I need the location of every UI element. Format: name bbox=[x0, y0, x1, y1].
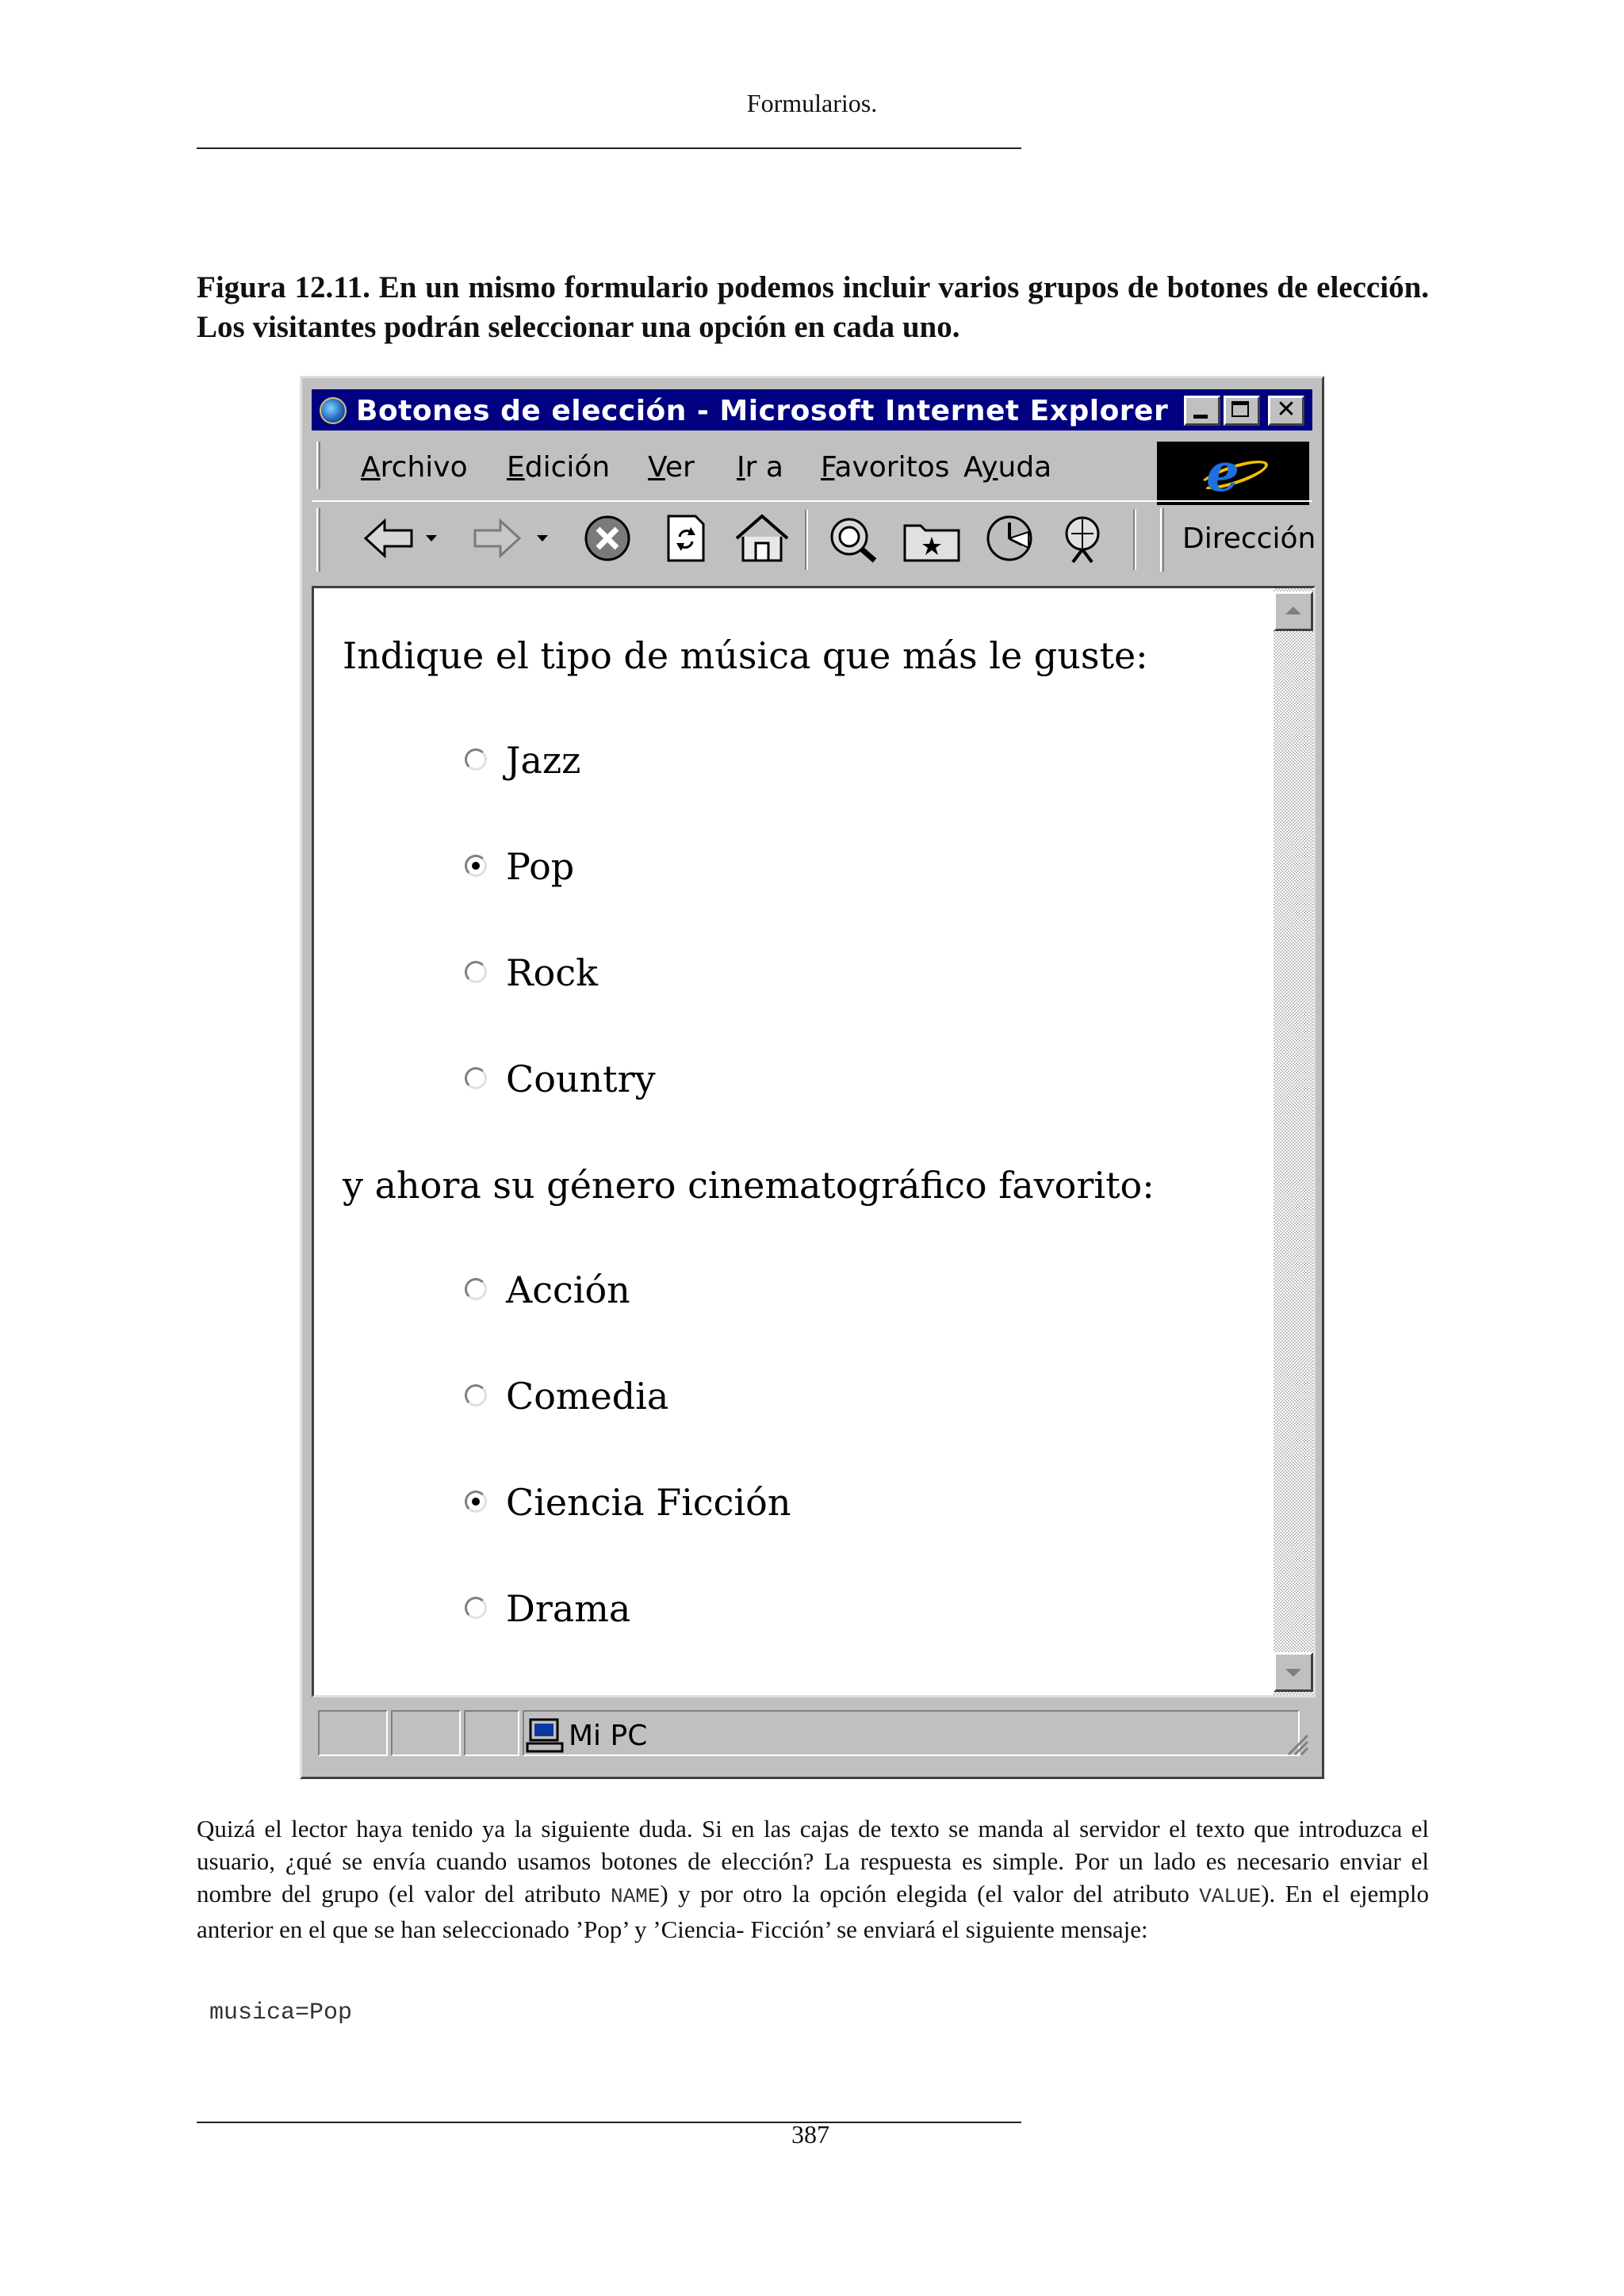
refresh-icon[interactable] bbox=[657, 513, 713, 564]
window-title: Botones de elección - Microsoft Internet Explorer bbox=[356, 395, 1169, 427]
menu-archivo[interactable]: Archivo bbox=[361, 451, 468, 484]
menu-edicion[interactable]: Edición bbox=[507, 451, 611, 484]
ie-window-icon[interactable] bbox=[320, 397, 347, 424]
close-button[interactable] bbox=[1268, 396, 1304, 426]
status-pane bbox=[391, 1710, 461, 1756]
ie-throbber bbox=[1157, 442, 1309, 505]
home-icon[interactable] bbox=[732, 513, 792, 564]
close-icon: ✕ bbox=[1276, 396, 1297, 423]
paragraph-text: ). En el ejemplo anterior en el que se han seleccionado ’Pop’ y ’Ciencia- Ficción’ se enviará el siguiente mensaje: bbox=[197, 1880, 1429, 1943]
option-label[interactable]: Country bbox=[506, 1058, 656, 1100]
scroll-down-button[interactable] bbox=[1274, 1652, 1313, 1692]
header-rule bbox=[197, 147, 1021, 149]
title-bar[interactable] bbox=[312, 389, 1312, 430]
maximize-icon bbox=[1231, 401, 1249, 417]
forward-icon[interactable] bbox=[470, 513, 557, 564]
stop-icon[interactable] bbox=[580, 513, 635, 564]
status-pane bbox=[464, 1710, 519, 1756]
maximize-button[interactable] bbox=[1224, 396, 1260, 426]
radio-button[interactable] bbox=[465, 855, 487, 877]
arrow-down-icon bbox=[1276, 1655, 1311, 1689]
paragraph-text: Quizá el lector haya tenido ya la siguiente duda. Si en las cajas de texto se manda al servidor el texto que introduzca el usuario, ¿qué se envía cuando usamos botones de elección? La respuesta es simple. Por un lado es necesario enviar el nombre del grupo (el valor del atributo bbox=[197, 1815, 1429, 1908]
zone-label: Mi PC bbox=[569, 1720, 648, 1752]
history-icon[interactable] bbox=[979, 513, 1040, 564]
radio-button[interactable] bbox=[465, 1384, 487, 1406]
back-icon[interactable] bbox=[359, 513, 446, 564]
menu-bar bbox=[312, 437, 1312, 503]
running-head: Formularios. bbox=[746, 89, 878, 117]
option-label[interactable]: Acción bbox=[506, 1269, 630, 1311]
address-bar-grip[interactable] bbox=[1160, 508, 1164, 572]
page-viewport bbox=[312, 586, 1316, 1697]
radio-button[interactable] bbox=[465, 748, 487, 771]
toolbar-separator bbox=[1133, 510, 1136, 570]
vertical-scrollbar[interactable] bbox=[1274, 588, 1313, 1695]
ie-logo-icon: e bbox=[1206, 442, 1239, 503]
music-prompt: Indique el tipo de música que más le guste: bbox=[343, 634, 1148, 677]
search-icon[interactable] bbox=[822, 513, 883, 564]
minimize-button[interactable] bbox=[1184, 396, 1220, 426]
status-pane bbox=[318, 1710, 388, 1756]
favorites-folder-icon[interactable] bbox=[902, 513, 962, 564]
caption-text: En un mismo formulario podemos incluir varios grupos de botones de elección. Los visitantes podrán seleccionar una opción en cada uno. bbox=[197, 270, 1430, 344]
radio-button[interactable] bbox=[465, 1597, 487, 1619]
page-content bbox=[314, 588, 1274, 1695]
figure-caption bbox=[197, 268, 1429, 347]
code-block: musica=Pop bbox=[209, 1999, 353, 2026]
menu-ayuda[interactable]: Ayuda bbox=[963, 451, 1052, 484]
arrow-up-icon bbox=[1276, 594, 1311, 629]
radio-button[interactable] bbox=[465, 1490, 487, 1513]
caption-label: Figura 12.11. bbox=[197, 270, 370, 304]
option-label[interactable]: Comedia bbox=[506, 1375, 669, 1418]
option-label[interactable]: Drama bbox=[506, 1587, 631, 1630]
radio-button[interactable] bbox=[465, 1278, 487, 1300]
resize-grip-icon[interactable] bbox=[1285, 1732, 1309, 1756]
menu-ir-a[interactable]: Ir a bbox=[737, 451, 783, 484]
paragraph-text: ) y por otro la opción elegida (el valor del atributo bbox=[660, 1880, 1200, 1908]
status-bar bbox=[312, 1705, 1312, 1759]
scroll-up-button[interactable] bbox=[1274, 591, 1313, 631]
option-label[interactable]: Pop bbox=[506, 845, 575, 888]
radio-button[interactable] bbox=[465, 961, 487, 983]
radio-button[interactable] bbox=[465, 1067, 487, 1089]
code-inline-value: VALUE bbox=[1199, 1885, 1262, 1908]
computer-icon bbox=[524, 1716, 565, 1755]
film-prompt: y ahora su género cinematográfico favorito: bbox=[343, 1164, 1155, 1207]
code-inline-name: NAME bbox=[610, 1885, 661, 1908]
toolbar-separator bbox=[805, 510, 808, 570]
body-paragraph bbox=[197, 1812, 1429, 1946]
browser-window bbox=[300, 376, 1324, 1779]
page-number: 387 bbox=[791, 2120, 829, 2149]
toolbar-grip[interactable] bbox=[316, 508, 320, 572]
option-label[interactable]: Jazz bbox=[506, 739, 581, 782]
menu-ver[interactable]: Ver bbox=[648, 451, 695, 484]
option-label[interactable]: Ciencia Ficción bbox=[506, 1481, 791, 1524]
minimize-icon bbox=[1193, 415, 1208, 419]
standard-toolbar bbox=[312, 500, 1316, 578]
option-label[interactable]: Rock bbox=[506, 951, 598, 994]
menu-favoritos[interactable]: Favoritos bbox=[821, 451, 950, 484]
menu-bar-grip[interactable] bbox=[316, 442, 320, 489]
address-label[interactable]: Dirección bbox=[1182, 522, 1316, 555]
channels-icon[interactable] bbox=[1055, 513, 1116, 564]
